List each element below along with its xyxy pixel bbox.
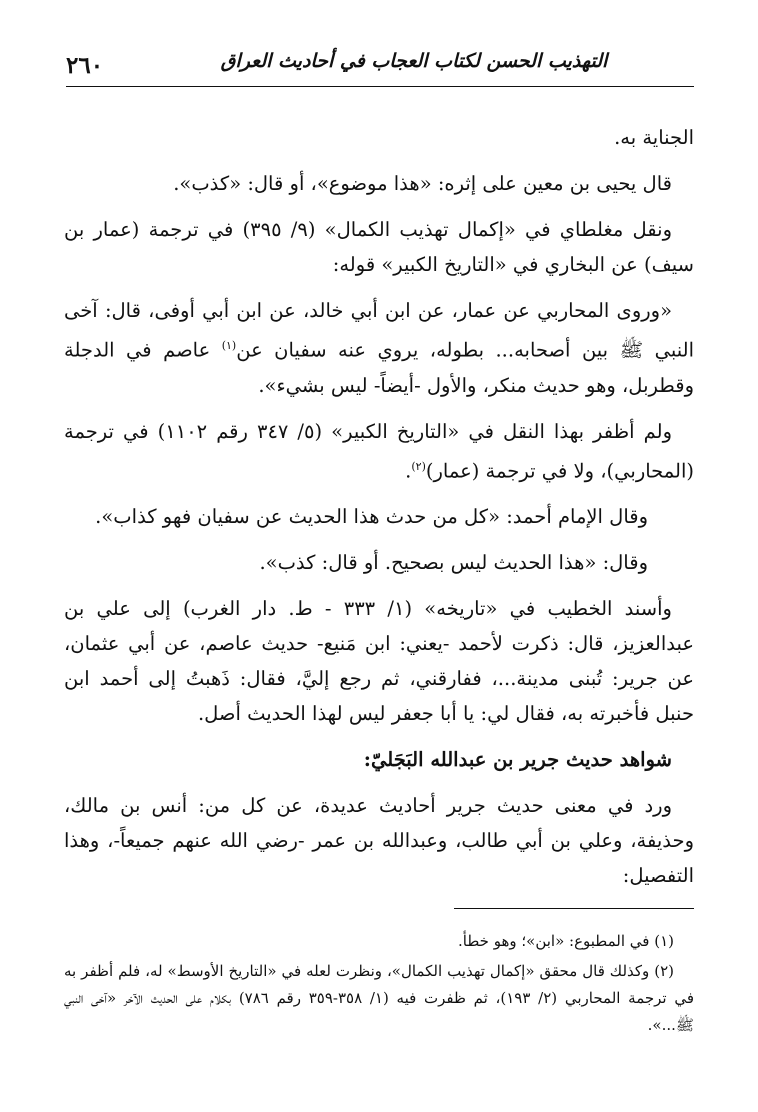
running-title: التهذيب الحسن لكتاب العجاب في أحاديث العراق bbox=[220, 50, 608, 72]
section-heading: شواهد حديث جرير بن عبدالله البَجَليّ: bbox=[363, 748, 672, 771]
paragraph-5 bbox=[64, 414, 694, 489]
paragraph-4-quote bbox=[64, 293, 694, 403]
header-rule bbox=[66, 86, 694, 87]
main-text bbox=[64, 120, 694, 904]
paragraph-2: قال يحيى بن معين على إثره: «هذا موضوع»، أو قال: «كذب». bbox=[173, 172, 672, 195]
quote-text-b: عاصم في الدجلة وقطربل، وهو حديث منكر، والأول -أيضاً- ليس بشيء». bbox=[64, 338, 694, 397]
footnote-rule bbox=[454, 908, 694, 909]
paragraph-5-text-b: . bbox=[405, 459, 412, 482]
footnote-ref-1[interactable]: (١) bbox=[221, 339, 237, 352]
paragraph-6: وقال الإمام أحمد: «كل من حدث هذا الحديث عن سفيان فهو كذاب». bbox=[95, 505, 648, 528]
footnote-2: (٢) وكذلك قال محقق «إكمال تهذيب الكمال»، ونظرت لعله في «التاريخ الأوسط» له، فلم أظفر به في ترجمة المحاربي (٢/ ١٩٣)، ثم ظفرت فيه (١/ ٣٥٨-٣٥٩ رقم ٧٨٦) بكلام على الحديث الآخر «آخى النبي ﷺ...». bbox=[64, 962, 694, 1034]
page-header bbox=[66, 48, 694, 84]
paragraph-3: ونقل مغلطاي في «إكمال تهذيب الكمال» (٩/ ٣٩٥) في ترجمة (عمار بن سيف) عن البخاري في «التاريخ الكبير» قوله: bbox=[64, 218, 694, 276]
page-number: ٢٦٠ bbox=[66, 52, 104, 79]
quote-text-a: «وروى المحاربي عن عمار، عن ابن أبي خالد، عن ابن أبي أوفى، قال: آخى النبي ﷺ بين أصحابه... بطوله، يروي عنه سفيان عن bbox=[64, 299, 694, 362]
footnotes bbox=[64, 928, 694, 1042]
paragraph-5-text-a: ولم أظفر بهذا النقل في «التاريخ الكبير» (٥/ ٣٤٧ رقم ١١٠٢) في ترجمة (المحاربي)، ولا في ترجمة (عمار) bbox=[64, 419, 694, 482]
footnote-1: (١) في المطبوع: «ابن»؛ وهو خطأ. bbox=[458, 932, 674, 950]
paragraph-1: الجناية به. bbox=[614, 126, 694, 149]
paragraph-9: ورد في معنى حديث جرير أحاديث عديدة، عن كل من: أنس بن مالك، وحذيفة، وعلي بن أبي طالب، وعبدالله بن عمر -رضي الله عنهم جميعاً-، وهذا التفصيل: bbox=[64, 794, 694, 887]
paragraph-8: وأسند الخطيب في «تاريخه» (١/ ٣٣٣ - ط. دار الغرب) إلى علي بن عبدالعزيز، قال: ذكرت لأحمد -يعني: ابن مَنيع- حديث عاصم، عن أبي عثمان، عن جرير: تُبنى مدينة...، ففارقني، ثم رجع إليَّ، فقال: ذَهبتُ إلى أحمد ابن حنبل فأخبرته به، فقال لي: يا أبا جعفر ليس لهذا الحديث أصل. bbox=[64, 597, 694, 725]
paragraph-7: وقال: «هذا الحديث ليس بصحيح. أو قال: كذب». bbox=[259, 551, 648, 574]
footnote-ref-2[interactable]: (٢) bbox=[411, 459, 426, 473]
